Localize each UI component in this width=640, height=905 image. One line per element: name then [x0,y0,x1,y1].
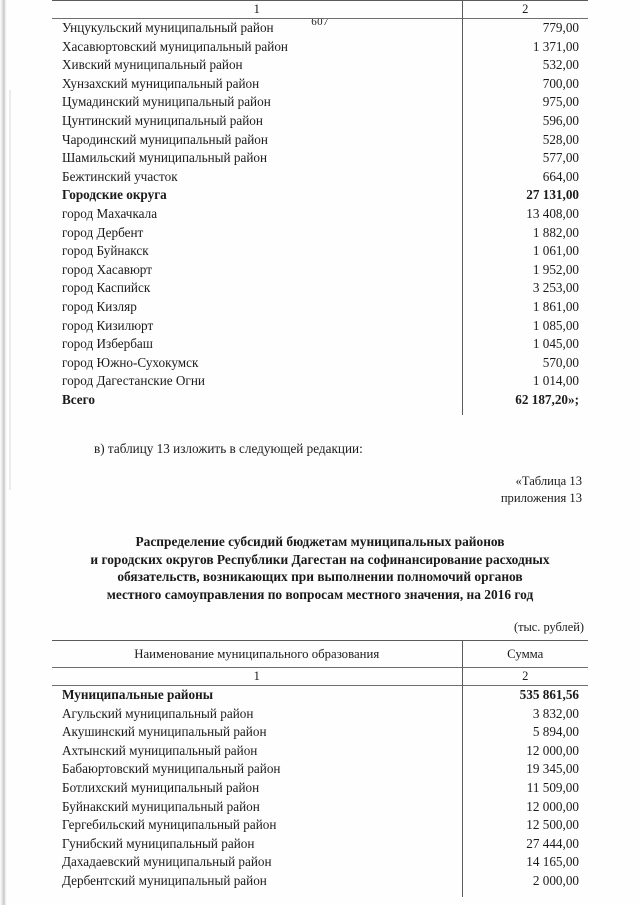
page-title-line-1: Распределение субсидий бюджетам муниципальных районов [135,534,505,550]
subsidy-table-continued [52,0,588,415]
municipality-sum: 779,00 [462,19,588,38]
subsidy-distribution-table [52,640,588,897]
municipality-sum: 700,00 [462,75,588,94]
municipality-name: Хивский муниципальный район [62,57,243,73]
municipality-name: город Кизилюрт [62,317,154,333]
table-row [52,56,588,75]
municipality-sum: 12 000,00 [462,742,588,761]
column-number-2: 2 [462,1,588,19]
municipality-name: Бабаюртовский муниципальный район [62,761,281,777]
municipality-name: Чародинский муниципальный район [62,131,268,147]
table-row [52,853,588,872]
municipality-sum: 19 345,00 [462,760,588,779]
table-header-row [52,641,588,668]
municipality-name: Шамильский муниципальный район [62,150,268,166]
municipality-sum: 1 061,00 [462,242,588,261]
municipality-name: город Избербаш [62,336,153,352]
municipality-sum: 14 165,00 [462,853,588,872]
municipality-sum: 1 952,00 [462,261,588,280]
table-row [52,335,588,354]
municipality-name: Акушинский муниципальный район [62,724,267,740]
table-reference-line-1: «Таблица 13 [515,474,582,489]
municipality-name: Ахтынский муниципальный район [62,742,258,758]
municipality-name: Хунзахский муниципальный район [62,75,260,91]
table-row [52,75,588,94]
municipality-name: город Махачкала [62,205,158,221]
municipality-sum: 11 509,00 [462,779,588,798]
municipality-name: Унцукульский муниципальный район [62,20,274,35]
municipality-sum: 27 131,00 [462,186,588,205]
municipality-name: город Дагестанские Огни [62,373,205,389]
table-tail-gap [52,409,588,415]
municipality-name: город Каспийск [62,280,151,296]
municipality-sum: 1 861,00 [462,298,588,317]
table-row [52,261,588,280]
table-row [52,279,588,298]
table-row [52,872,588,891]
table-row [52,354,588,373]
municipality-sum: 5 894,00 [462,723,588,742]
municipality-name: Гунибский муниципальный район [62,835,255,851]
municipality-name: город Кизляр [62,298,137,314]
municipality-sum: 532,00 [462,56,588,75]
municipality-name: город Южно-Сухокумск [62,354,199,370]
municipality-sum: 577,00 [462,149,588,168]
column-number-1: 1 [253,669,260,684]
table-reference-line-2: приложения 13 [500,491,582,506]
page-number: 607 [311,16,329,28]
table-row [52,686,588,705]
municipality-sum: 27 444,00 [462,835,588,854]
municipality-name: Цумадинский муниципальный район [62,94,271,110]
table-row [52,742,588,761]
units-note: (тыс. рублей) [513,620,584,635]
scan-edge-artifact [0,0,7,905]
municipality-name: Муниципальные районы [62,687,213,703]
municipality-name: Дахадаевский муниципальный район [62,854,272,870]
scan-edge-artifact-secondary [9,90,11,490]
table-row [52,779,588,798]
column-header-sum: Сумма [462,641,588,668]
table-row [52,112,588,131]
municipality-sum: 12 500,00 [462,816,588,835]
municipality-name: Бежтинский участок [62,168,178,184]
municipality-name: Агульский муниципальный район [62,705,254,721]
document-content [52,0,588,897]
municipality-name: Дербентский муниципальный район [62,873,267,889]
page-title-line-2: и городских округов Республики Дагестан на софинансирование расходных [90,551,550,567]
table-row [52,93,588,112]
municipality-sum: 528,00 [462,131,588,150]
municipality-name: Всего [62,391,95,407]
table-row [52,760,588,779]
municipality-sum: 1 371,00 [462,38,588,57]
municipality-sum: 62 187,20»; [462,391,588,410]
municipality-name: Цунтинский муниципальный район [62,112,263,128]
table-row [52,372,588,391]
column-number-1: 1 [253,2,260,16]
municipality-name: Буйнакский муниципальный район [62,798,260,814]
table-row [52,19,588,38]
municipality-sum: 975,00 [462,93,588,112]
table-row [52,168,588,187]
table-body [52,686,588,897]
column-number-2: 2 [462,668,588,686]
municipality-sum: 570,00 [462,354,588,373]
municipality-sum: 3 253,00 [462,279,588,298]
table-row [52,723,588,742]
table-row [52,38,588,57]
page-title-line-3: обязательств, возникающих при выполнении полномочий органов [117,569,523,585]
table-row [52,186,588,205]
page-title-line-4: местного самоуправления по вопросам местного значения, на 2016 год [106,586,534,602]
municipality-name: Ботлихский муниципальный район [62,780,260,796]
table-reference [52,473,588,507]
table-column-numbers-row [52,668,588,686]
municipality-name: город Хасавюрт [62,261,152,277]
table-tail-gap [52,891,588,897]
municipality-sum: 1 085,00 [462,317,588,336]
table-row [52,242,588,261]
table-row [52,391,588,410]
table-row [52,205,588,224]
amendment-intro-text: в) таблицу 13 изложить в следующей редакции: [94,441,363,457]
municipality-name: город Дербент [62,224,144,240]
municipality-sum: 13 408,00 [462,205,588,224]
municipality-sum: 1 045,00 [462,335,588,354]
table-row [52,835,588,854]
column-header-name: Наименование муниципального образования [134,647,380,662]
municipality-sum: 1 014,00 [462,372,588,391]
municipality-name: Городские округа [62,187,167,203]
municipality-sum: 596,00 [462,112,588,131]
municipality-name: Гергебильский муниципальный район [62,817,277,833]
table-row [52,131,588,150]
municipality-name: город Буйнакск [62,243,149,259]
municipality-sum: 2 000,00 [462,872,588,891]
municipality-name: Хасавюртовский муниципальный район [62,38,288,54]
municipality-sum: 3 832,00 [462,705,588,724]
page-title [52,533,588,603]
municipality-sum: 12 000,00 [462,798,588,817]
municipality-sum: 664,00 [462,168,588,187]
table-row [52,816,588,835]
table-row [52,317,588,336]
table-row [52,298,588,317]
table-row [52,705,588,724]
municipality-sum: 1 882,00 [462,224,588,243]
table-column-numbers-row [52,1,588,19]
table-row [52,798,588,817]
table-body [52,19,588,415]
municipality-sum: 535 861,56 [462,686,588,705]
table-row [52,224,588,243]
table-row [52,149,588,168]
